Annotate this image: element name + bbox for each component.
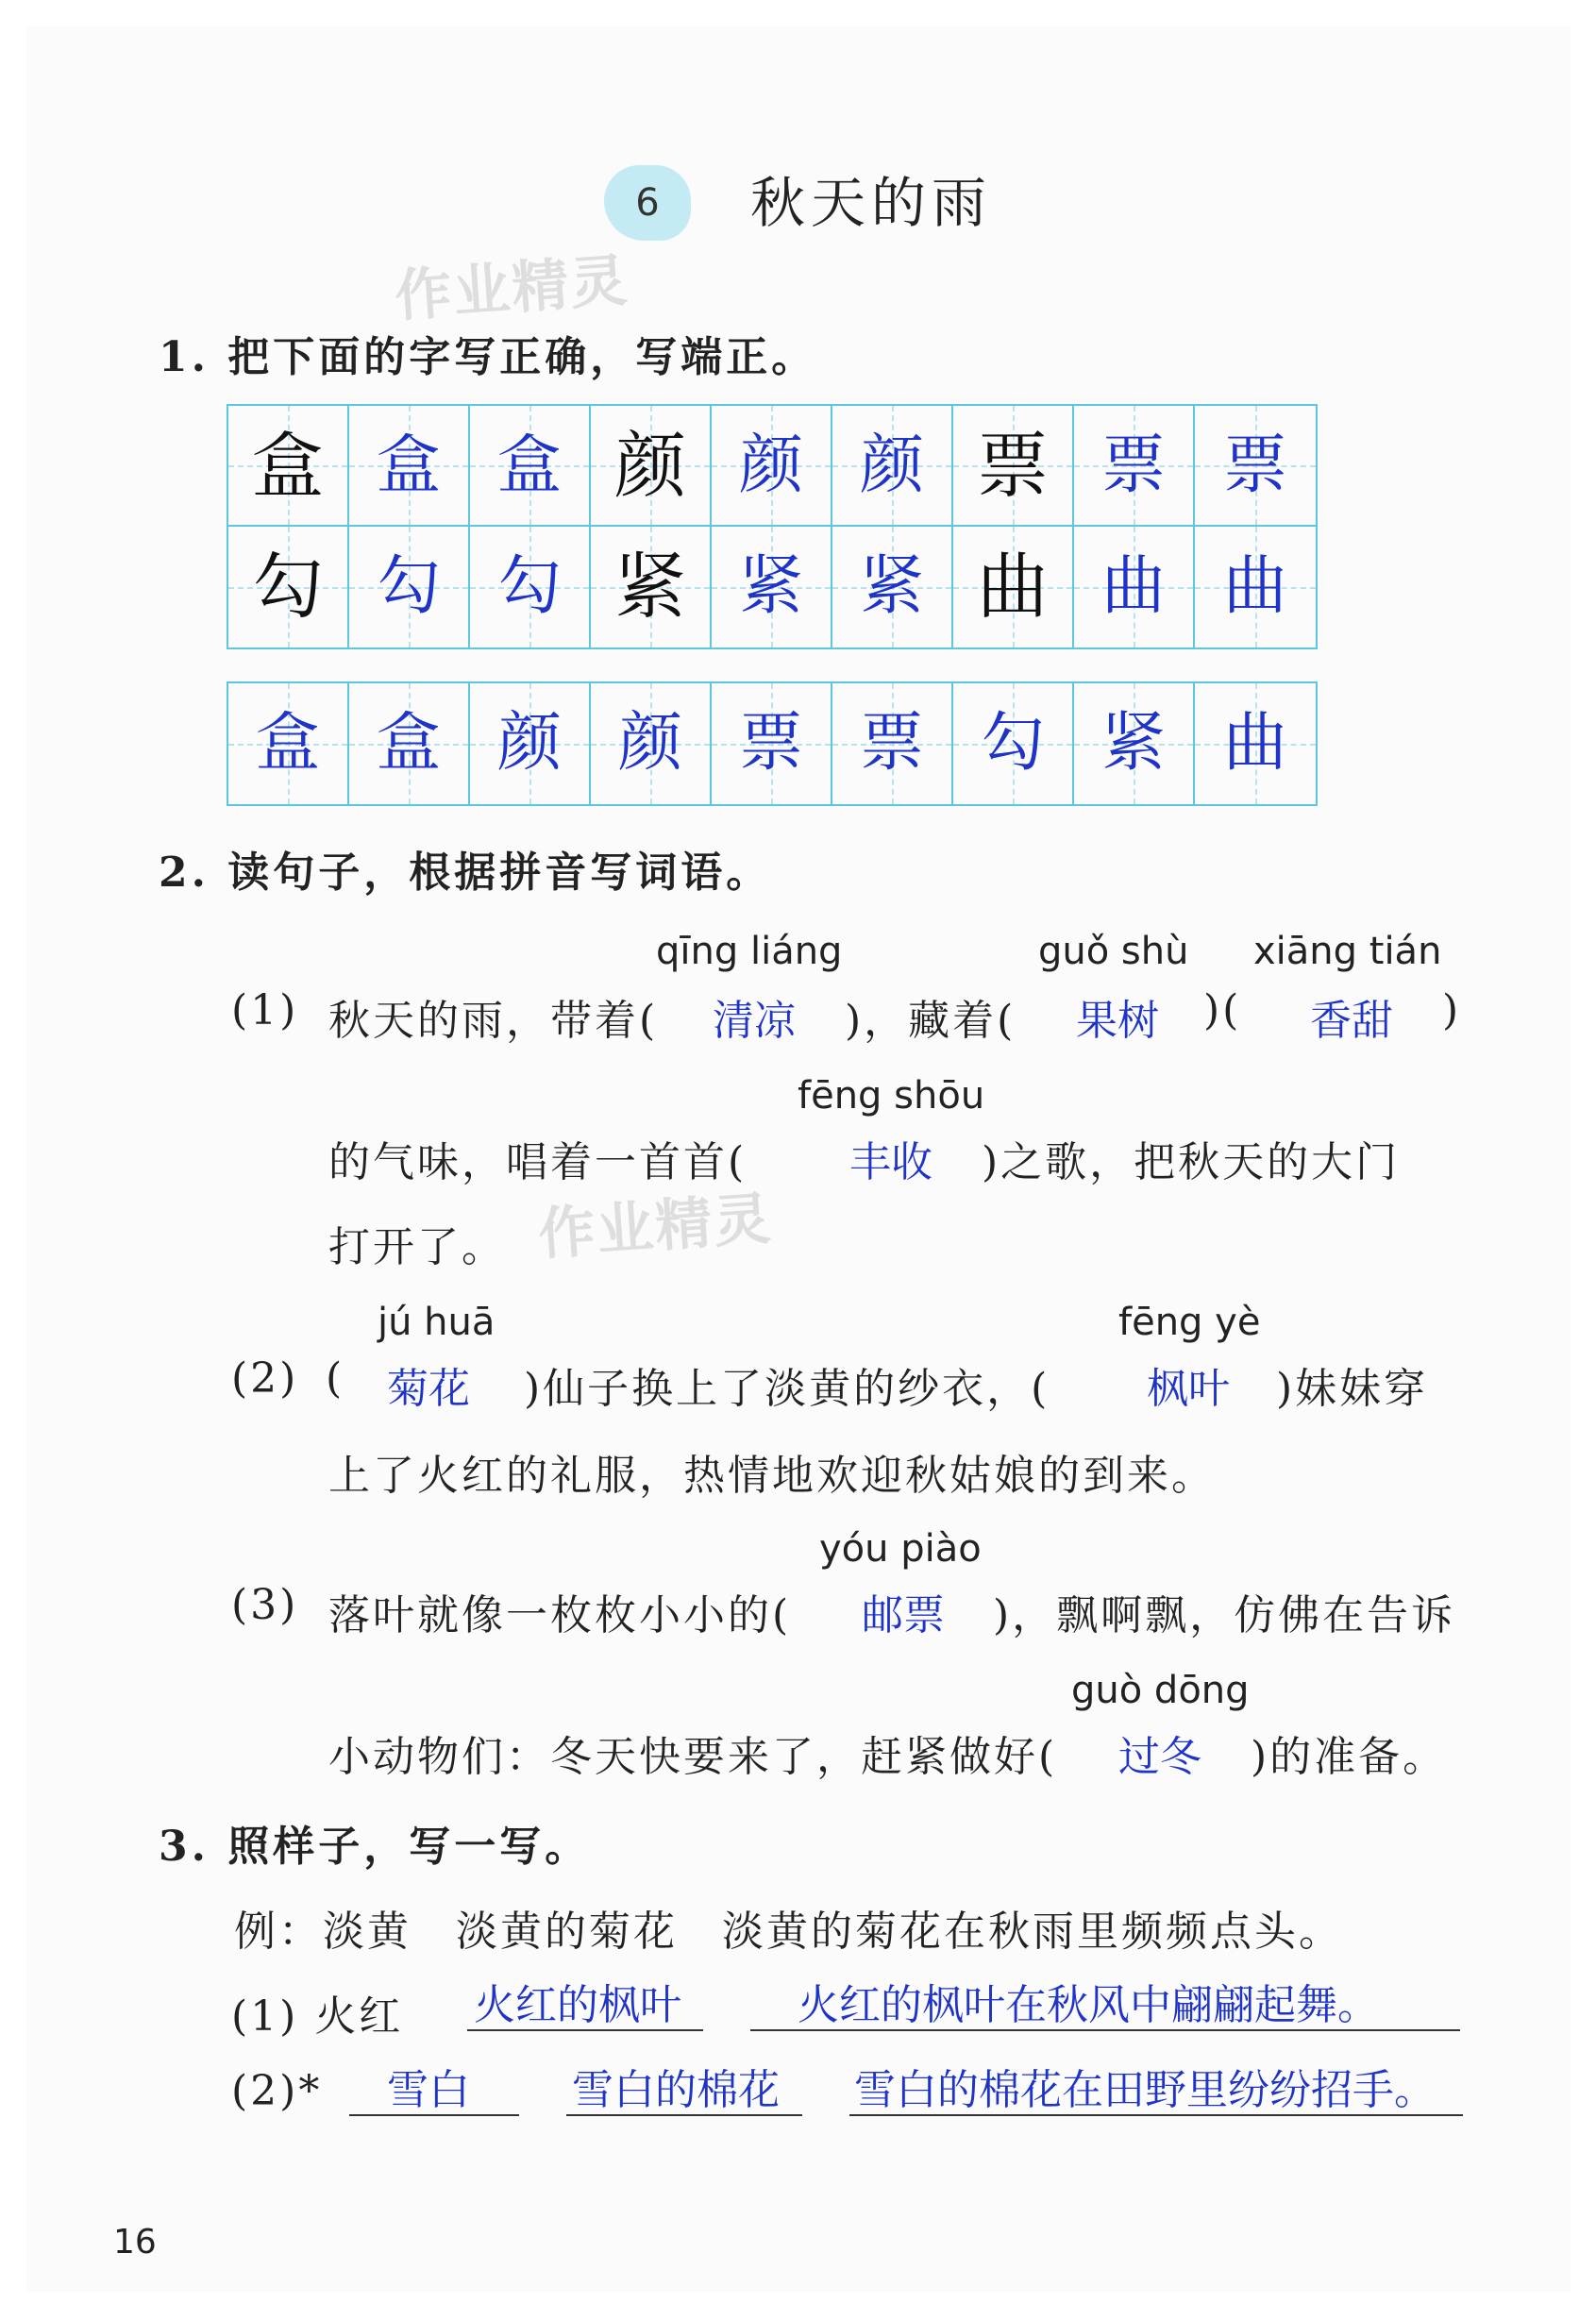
written-character-cell xyxy=(1074,527,1195,647)
grid-character: 颜 xyxy=(617,706,682,781)
question-2-title: 2. 读句子，根据拼音写词语。 xyxy=(159,849,772,897)
written-character-cell xyxy=(1195,406,1316,527)
sentence-1-text-e: 的气味，唱着一首首( xyxy=(328,1138,748,1186)
sentence-2-text-c: )妹妹穿 xyxy=(1276,1365,1429,1413)
writing-grid-extra xyxy=(227,681,1318,806)
written-character-cell xyxy=(712,683,832,804)
item-2-answer-phrase: 雪白的棉花 xyxy=(572,2066,780,2114)
grid-character: 曲 xyxy=(1100,549,1166,624)
item-1-underline-phrase xyxy=(467,2029,703,2031)
sentence-2-text-b: )仙子换上了淡黄的纱衣，( xyxy=(524,1365,1050,1413)
written-character-cell xyxy=(832,527,953,647)
written-character-cell xyxy=(470,683,591,804)
pinyin-6: fēng yè xyxy=(1118,1301,1261,1344)
pinyin-5: jú huā xyxy=(378,1301,496,1344)
item-2-label: (2)* xyxy=(231,2067,323,2115)
pinyin-7: yóu piào xyxy=(819,1527,982,1571)
written-character-cell xyxy=(712,406,832,527)
sentence-2-label: (2) xyxy=(231,1354,299,1403)
model-character-cell xyxy=(591,406,712,527)
answer-3: 香甜 xyxy=(1310,997,1393,1045)
item-1-answer-sentence: 火红的枫叶在秋风中翩翩起舞。 xyxy=(798,1981,1379,2029)
grid-character: 紧 xyxy=(859,549,924,624)
sentence-3-text-b: )，飘啊飘，仿佛在告诉 xyxy=(993,1591,1456,1639)
grid-character: 曲 xyxy=(1222,706,1287,781)
grid-character: 紧 xyxy=(738,549,803,624)
pinyin-3: xiāng tián xyxy=(1253,930,1442,973)
grid-character: 盒 xyxy=(255,706,320,781)
model-character-cell xyxy=(228,406,349,527)
grid-character: 紧 xyxy=(614,545,686,629)
answer-4: 丰收 xyxy=(849,1138,932,1186)
sentence-1-text-d: ) xyxy=(1442,986,1462,1034)
answer-1: 清凉 xyxy=(713,997,796,1045)
sentence-1-text-c: )( xyxy=(1203,986,1242,1034)
answer-6: 枫叶 xyxy=(1147,1365,1230,1413)
answer-8: 过冬 xyxy=(1118,1733,1201,1781)
sentence-1-text-g: 打开了。 xyxy=(328,1223,506,1271)
model-character-cell xyxy=(591,527,712,647)
written-character-cell xyxy=(712,527,832,647)
sentence-2-text-d: 上了火红的礼服，热情地欢迎秋姑娘的到来。 xyxy=(328,1452,1216,1500)
grid-character: 颜 xyxy=(738,429,803,503)
grid-character: 紧 xyxy=(1100,706,1166,781)
grid-character: 勾 xyxy=(252,545,324,629)
page-number: 16 xyxy=(113,2223,157,2261)
grid-character: 票 xyxy=(859,706,924,781)
grid-character: 颜 xyxy=(859,429,924,503)
grid-character: 票 xyxy=(1222,429,1287,503)
watermark-2: 作业精灵 xyxy=(536,1185,775,1269)
grid-character: 票 xyxy=(1100,429,1166,503)
grid-character: 勾 xyxy=(980,706,1045,781)
sentence-1-label: (1) xyxy=(231,986,299,1034)
writing-grid-main xyxy=(227,404,1318,649)
grid-character: 盒 xyxy=(496,429,562,503)
sentence-3-text-a: 落叶就像一枚枚小小的( xyxy=(328,1591,792,1639)
question-3-title: 3. 照样子，写一写。 xyxy=(159,1823,591,1871)
model-character-cell xyxy=(953,527,1074,647)
pinyin-1: qīng liáng xyxy=(656,930,843,973)
lesson-number-badge: 6 xyxy=(604,165,691,241)
written-character-cell xyxy=(470,406,591,527)
written-character-cell xyxy=(349,406,470,527)
written-character-cell xyxy=(1074,683,1195,804)
grid-character: 盒 xyxy=(376,429,441,503)
sentence-3-text-c: 小动物们：冬天快要来了，赶紧做好( xyxy=(328,1733,1058,1781)
written-character-cell xyxy=(349,683,470,804)
grid-character: 勾 xyxy=(376,549,441,624)
sentence-2-text-a: ( xyxy=(326,1354,345,1403)
written-character-cell xyxy=(1074,406,1195,527)
sentence-3-text-d: )的准备。 xyxy=(1251,1733,1448,1781)
item-2-answer-sentence: 雪白的棉花在田野里纷纷招手。 xyxy=(854,2066,1436,2114)
model-character-cell xyxy=(228,527,349,647)
written-character-cell xyxy=(349,527,470,647)
watermark: 作业精灵 xyxy=(393,247,631,330)
question-1-title: 1. 把下面的字写正确，写端正。 xyxy=(159,333,817,381)
sentence-1-text-f: )之歌，把秋天的大门 xyxy=(982,1138,1401,1186)
model-character-cell xyxy=(953,406,1074,527)
pinyin-8: guò dōng xyxy=(1071,1669,1250,1712)
pinyin-4: fēng shōu xyxy=(798,1074,985,1118)
grid-character: 票 xyxy=(738,706,803,781)
written-character-cell xyxy=(228,683,349,804)
written-character-cell xyxy=(1195,683,1316,804)
example-line: 例：淡黄 淡黄的菊花 淡黄的菊花在秋雨里频频点头。 xyxy=(234,1908,1343,1956)
sentence-1-text-b: )，藏着( xyxy=(845,997,1016,1045)
grid-character: 勾 xyxy=(496,549,562,624)
grid-character: 票 xyxy=(977,424,1049,508)
written-character-cell xyxy=(953,683,1074,804)
grid-character: 颜 xyxy=(496,706,562,781)
written-character-cell xyxy=(832,683,953,804)
item-2-underline-phrase xyxy=(566,2114,802,2116)
grid-character: 颜 xyxy=(614,424,686,508)
written-character-cell xyxy=(832,406,953,527)
written-character-cell xyxy=(470,527,591,647)
lesson-title: 秋天的雨 xyxy=(750,171,993,235)
answer-5: 菊花 xyxy=(387,1365,470,1413)
item-2-answer-word: 雪白 xyxy=(387,2066,470,2114)
sentence-3-label: (3) xyxy=(231,1581,299,1629)
grid-character: 盒 xyxy=(252,424,324,508)
grid-character: 曲 xyxy=(1222,549,1287,624)
pinyin-2: guǒ shù xyxy=(1038,930,1189,973)
item-1-answer-phrase: 火红的枫叶 xyxy=(474,1981,681,2029)
item-2-underline-sentence xyxy=(849,2114,1463,2116)
answer-7: 邮票 xyxy=(862,1591,945,1639)
answer-2: 果树 xyxy=(1076,997,1159,1045)
sentence-1-text-a: 秋天的雨，带着( xyxy=(328,997,659,1045)
written-character-cell xyxy=(1195,527,1316,647)
item-1-label: (1) 火红 xyxy=(231,1992,404,2041)
written-character-cell xyxy=(591,683,712,804)
item-1-underline-sentence xyxy=(750,2029,1460,2031)
grid-character: 曲 xyxy=(977,545,1049,629)
item-2-underline-word xyxy=(349,2114,519,2116)
grid-character: 盒 xyxy=(376,706,441,781)
